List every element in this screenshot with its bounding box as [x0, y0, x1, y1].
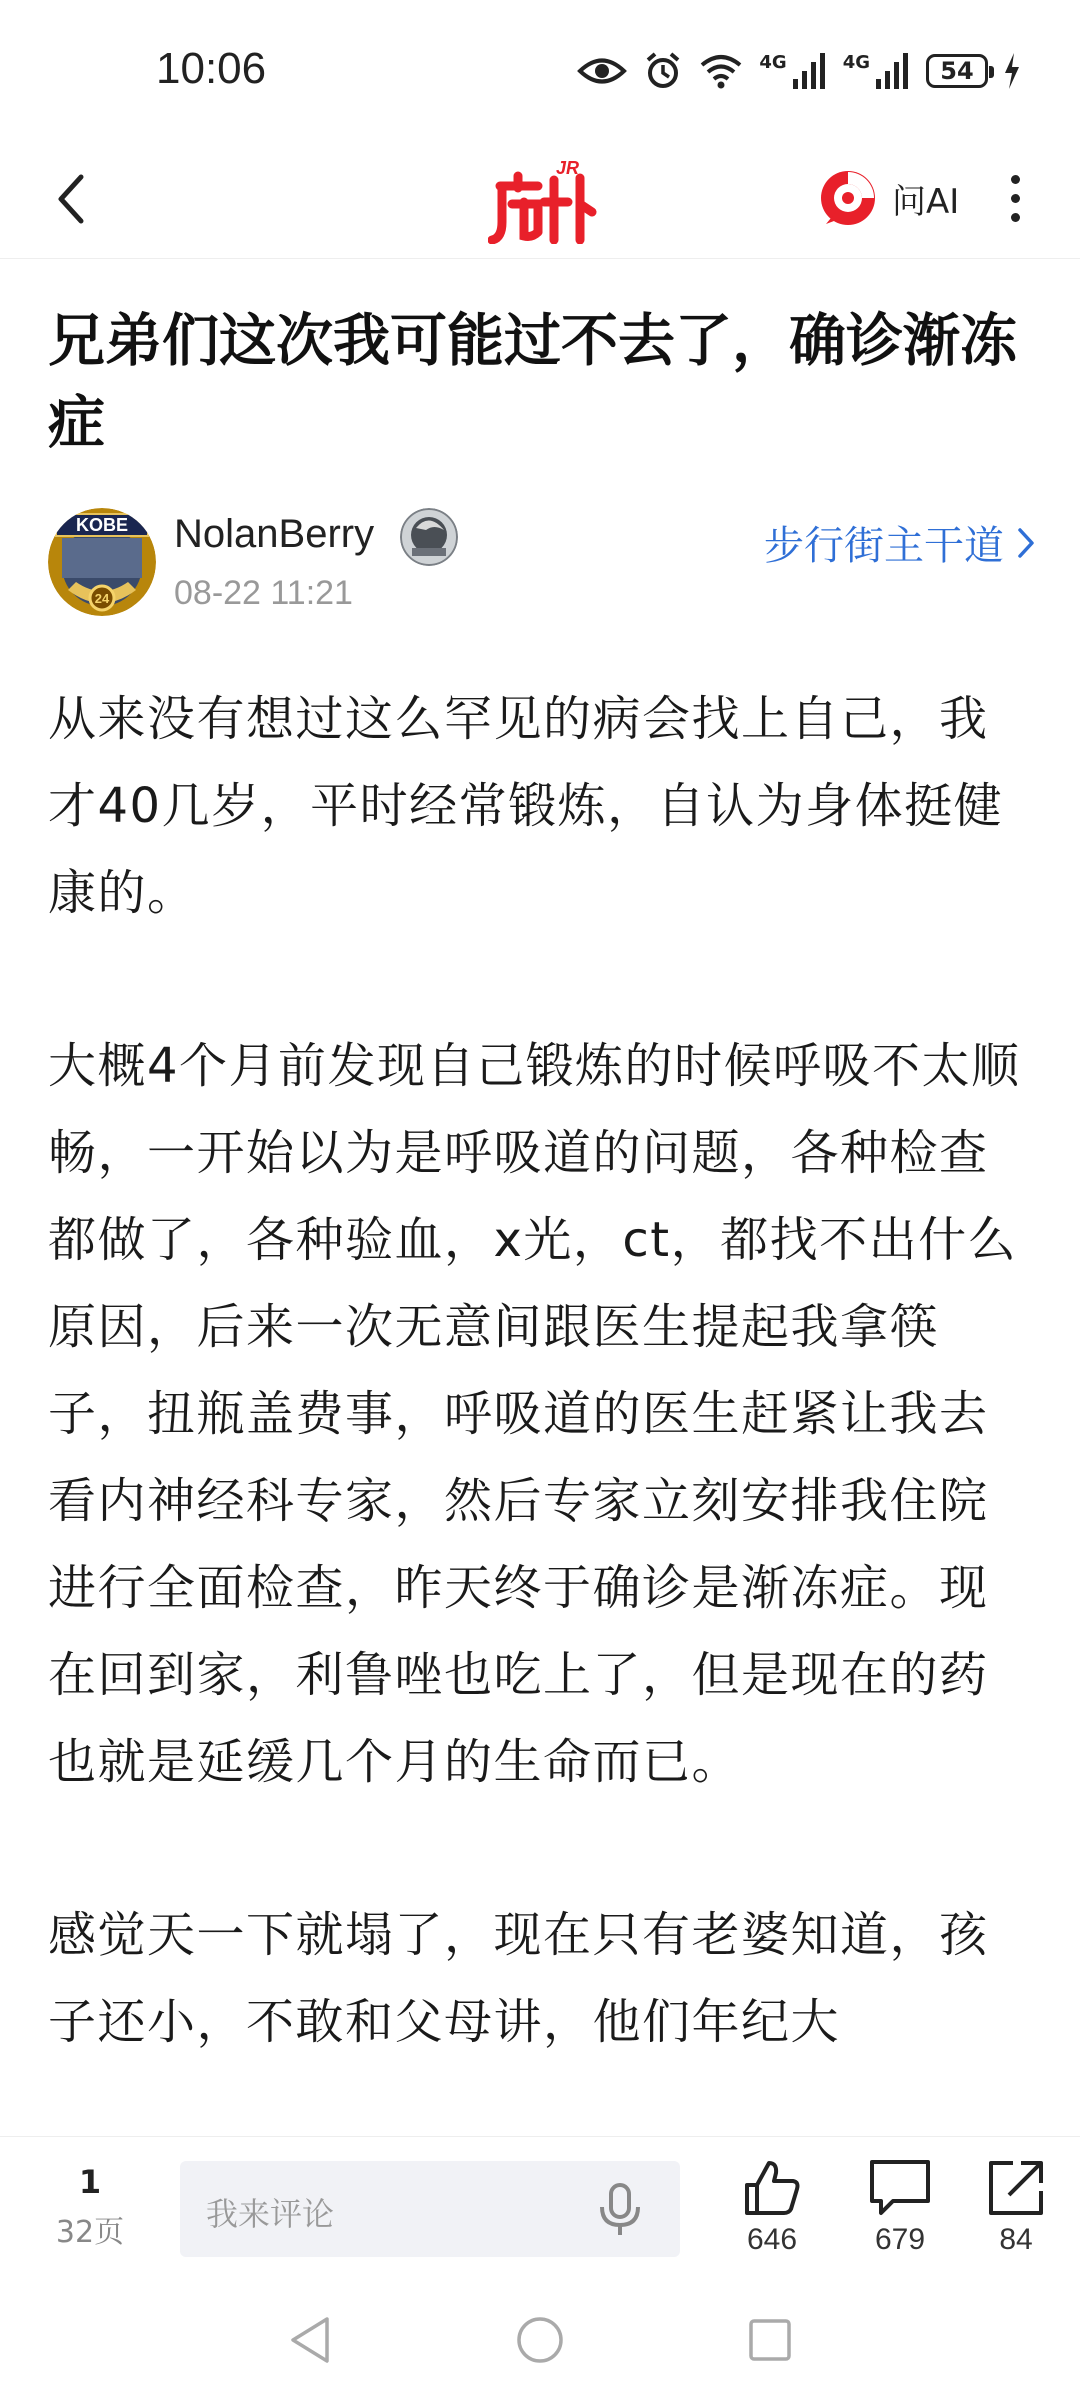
ask-ai-label: 问AI: [892, 181, 960, 222]
author-badge: [400, 508, 458, 566]
more-button[interactable]: [990, 160, 1040, 236]
svg-text:KOBE: KOBE: [75, 515, 129, 535]
system-back-button[interactable]: [280, 2310, 340, 2370]
bottom-action-bar: [0, 2136, 1080, 2275]
author-row: [48, 508, 1038, 628]
user-badge-icon: [400, 508, 458, 566]
comment-count: 679: [874, 2223, 926, 2256]
board-link[interactable]: [764, 514, 1036, 571]
battery-level: 54: [940, 57, 974, 85]
svg-text:JR: JR: [556, 158, 580, 178]
comment-placeholder: 我来评论: [206, 2195, 335, 2233]
system-recents-button[interactable]: [740, 2310, 800, 2370]
microphone-icon[interactable]: [590, 2179, 650, 2239]
board-name: 步行街主干道: [764, 523, 1004, 569]
signal-icon: [876, 53, 910, 89]
share-icon: [985, 2157, 1047, 2219]
comment-icon: [867, 2157, 933, 2219]
signal-icon: [793, 53, 827, 89]
kobe-avatar-image: [48, 508, 156, 616]
post-body: [48, 676, 1033, 2152]
hupu-logo[interactable]: [488, 152, 598, 244]
svg-text:24: 24: [94, 591, 110, 606]
chevron-left-icon: [53, 171, 89, 227]
square-recents-icon: [747, 2317, 793, 2363]
post-title: 兄弟们这次我可能过不去了，确诊渐冻症: [48, 308, 1017, 456]
thumbs-up-icon: [741, 2157, 803, 2219]
charging-icon: [1004, 53, 1020, 89]
more-vertical-icon: [1011, 175, 1020, 184]
status-time: 10:06: [156, 44, 267, 93]
network-type-2: 4G: [842, 51, 870, 73]
comment-input[interactable]: [180, 2161, 680, 2257]
avatar[interactable]: [48, 508, 156, 616]
comment-button[interactable]: [850, 2157, 950, 2267]
wifi-icon: [699, 53, 743, 89]
paragraph: 感觉天一下就塌了，现在只有老婆知道，孩子还小，不敢和父母讲，他们年纪大: [48, 1907, 989, 2050]
ask-ai-button[interactable]: [818, 162, 959, 234]
circle-home-icon: [515, 2315, 565, 2365]
post-time: 08-22 11:21: [174, 574, 353, 612]
like-button[interactable]: [722, 2157, 822, 2267]
network-type-1: 4G: [759, 51, 787, 73]
total-pages: 32页: [55, 2215, 125, 2250]
paragraph: 从来没有想过这么罕见的病会找上自己，我才40几岁，平时经常锻炼，自认为身体挺健康的。: [48, 691, 1004, 921]
share-count: 84: [999, 2223, 1033, 2256]
nav-bar: [0, 140, 1080, 259]
triangle-back-icon: [287, 2315, 333, 2365]
ai-logo-icon: [818, 168, 878, 228]
page-indicator[interactable]: [40, 2163, 140, 2251]
status-bar: [0, 0, 1080, 140]
author-name[interactable]: NolanBerry: [174, 512, 375, 556]
share-button[interactable]: [966, 2157, 1066, 2267]
back-button[interactable]: [36, 164, 106, 234]
battery-indicator: [926, 54, 988, 88]
status-icons: [577, 46, 1020, 96]
like-count: 646: [746, 2223, 798, 2256]
system-nav-bar: [0, 2274, 1080, 2400]
eye-comfort-icon: [577, 56, 627, 86]
paragraph: 大概4个月前发现自己锻炼的时候呼吸不太顺畅，一开始以为是呼吸道的问题，各种检查都做了，各种验血，x光，ct，都找不出什么原因，后来一次无意间跟医生提起我拿筷子，扭瓶盖费事，呼吸道的医生赶紧让我去看内神经科专家，然后专家立刻安排我住院进行全面检查，昨天终于确诊是渐冻症。现在回到家，利鲁唑也吃上了，但是现在的药也就是延缓几个月的生命而已。: [48, 1038, 1021, 1790]
system-home-button[interactable]: [510, 2310, 570, 2370]
current-page: 1: [78, 2163, 102, 2201]
chevron-right-icon: [1016, 526, 1036, 560]
alarm-icon: [643, 51, 683, 91]
